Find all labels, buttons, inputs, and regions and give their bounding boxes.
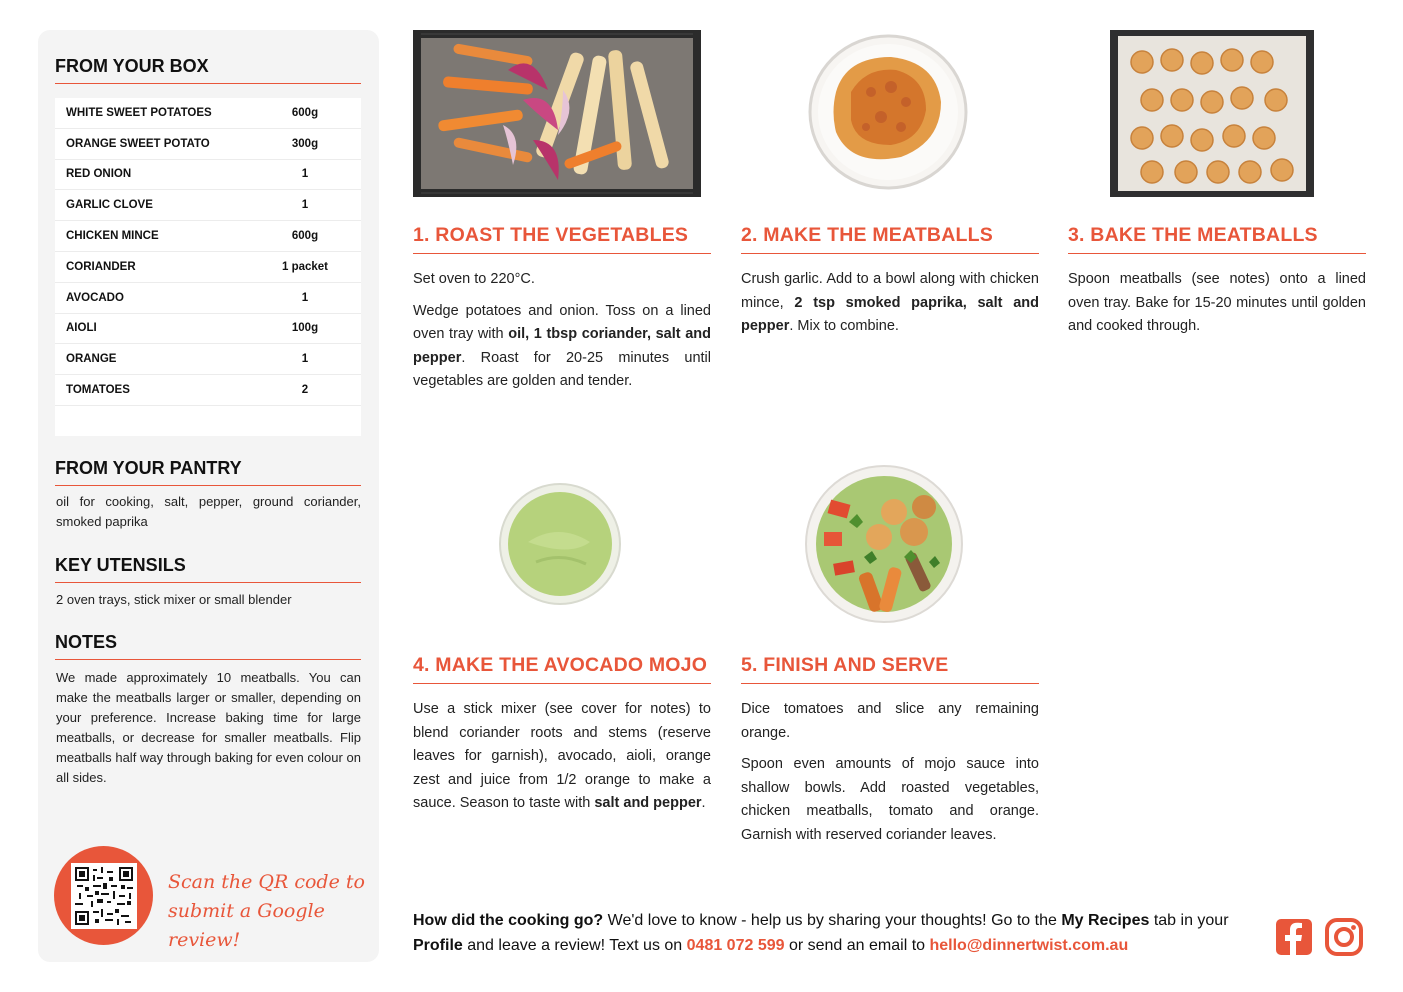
finished-bowl-photo	[804, 462, 964, 630]
step-text-bold: oil, 1 tbsp coriander, salt and pepper	[413, 326, 711, 366]
ingredient-row	[55, 129, 361, 160]
step-text-bold: salt and pepper	[594, 795, 702, 811]
from-your-pantry-title: FROM YOUR PANTRY	[55, 458, 361, 486]
from-your-box-title: FROM YOUR BOX	[55, 56, 361, 84]
step-5	[741, 654, 1039, 855]
notes-title: NOTES	[55, 632, 361, 660]
ingredient-name: ORANGE SWEET POTATO	[66, 137, 210, 150]
ingredient-row	[55, 344, 361, 375]
footer-text: or send an email to	[784, 937, 930, 954]
roast-vegetables-photo	[413, 30, 701, 201]
qr-caption-line: submit a Google review!	[168, 900, 325, 951]
ingredients-panel	[38, 30, 379, 962]
qr-caption	[168, 868, 368, 955]
qr-code-icon[interactable]	[71, 863, 137, 929]
ingredient-row	[55, 283, 361, 314]
step-title: 3. BAKE THE MEATBALLS	[1068, 224, 1366, 254]
ingredient-qty: 1	[301, 291, 309, 304]
ingredient-name: CHICKEN MINCE	[66, 230, 159, 243]
ingredient-qty: 300g	[291, 137, 319, 150]
footer-text: tab in your	[1149, 912, 1229, 929]
step-text: Use a stick mixer (see cover for notes) to blend coriander roots and stems (reserve leaves for garnish), avocado, aioli, orange zest and juice from 1/2 orange to make a sauce. Season to taste with	[413, 701, 711, 811]
step-3	[1068, 224, 1366, 347]
step-paragraph	[413, 698, 711, 816]
ingredient-qty: 600g	[291, 230, 319, 243]
ingredient-name: TOMATOES	[66, 384, 130, 397]
step-text: . Roast for 20-25 minutes until vegetables are golden and tender.	[413, 349, 711, 389]
step-title: 2. MAKE THE MEATBALLS	[741, 224, 1039, 254]
ingredient-qty: 1	[301, 168, 309, 181]
ingredient-row	[55, 160, 361, 191]
step-paragraph: Set oven to 220°C.	[413, 271, 535, 287]
ingredient-row	[55, 375, 361, 406]
ingredient-name: ORANGE	[66, 353, 117, 366]
step-paragraph	[413, 300, 711, 394]
ingredient-name: RED ONION	[66, 168, 132, 181]
step-body	[741, 698, 1039, 847]
step-paragraph: Spoon even amounts of mojo sauce into shallow bowls. Add roasted vegetables, chicken meatballs, tomato and orange. Garnish with reserved coriander leaves.	[741, 756, 1039, 843]
phone-link[interactable]: 0481 072 599	[686, 937, 785, 954]
step-title: 4. MAKE THE AVOCADO MOJO	[413, 654, 711, 684]
ingredient-name: CORIANDER	[66, 260, 136, 273]
ingredient-row	[55, 190, 361, 221]
ingredient-qty: 1 packet	[281, 260, 329, 273]
step-text-bold: 2 tsp smoked paprika, salt and pepper	[741, 294, 1039, 334]
footer-question: How did the cooking go?	[413, 912, 604, 929]
qr-badge	[54, 846, 153, 945]
step-text: Crush garlic. Add to a bowl along with chicken mince,	[741, 271, 1039, 311]
my-recipes-link[interactable]: My Recipes	[1061, 912, 1150, 929]
avocado-mojo-photo	[498, 482, 622, 610]
step-paragraph: Dice tomatoes and slice any remaining orange.	[741, 701, 1039, 741]
step-text: . Mix to combine.	[789, 318, 899, 334]
utensils-text: 2 oven trays, stick mixer or small blender	[56, 592, 292, 607]
step-body	[1068, 268, 1366, 339]
step-body	[413, 698, 711, 816]
ingredient-qty: 1	[301, 353, 309, 366]
review-footer	[413, 908, 1263, 958]
step-text: .	[701, 795, 706, 811]
step-title: 1. ROAST THE VEGETABLES	[413, 224, 711, 254]
ingredient-row	[55, 221, 361, 252]
step-4	[413, 654, 711, 824]
baked-meatballs-photo	[1110, 30, 1314, 201]
meatball-mixture-photo	[806, 32, 970, 196]
notes-text: We made approximately 10 meatballs. You can make the meatballs larger or smaller, depending on your preference. Increase baking time for large meatballs, or decrease for smaller meatballs. Flip meatballs half way through baking for even colour on all sides.	[56, 670, 361, 785]
ingredient-name: AIOLI	[66, 322, 97, 335]
ingredient-row	[55, 252, 361, 283]
step-text: Wedge potatoes and onion. Toss on a lined oven tray with	[413, 302, 711, 342]
ingredients-table	[55, 98, 361, 436]
ingredient-qty: 600g	[291, 106, 319, 119]
qr-caption-line: Scan the QR code to	[168, 871, 365, 893]
ingredient-row	[55, 98, 361, 129]
step-paragraph	[741, 268, 1039, 339]
step-paragraph: Spoon meatballs (see notes) onto a lined oven tray. Bake for 15-20 minutes until golden and cooked through.	[1068, 271, 1366, 334]
footer-text: We'd love to know - help us by sharing your thoughts! Go to the	[603, 912, 1062, 929]
ingredient-row	[55, 314, 361, 345]
instagram-icon[interactable]	[1325, 918, 1363, 956]
profile-link[interactable]: Profile	[413, 937, 463, 954]
footer-text: and leave a review! Text us on	[462, 937, 687, 954]
step-2	[741, 224, 1039, 347]
ingredient-qty: 1	[301, 199, 309, 212]
step-title: 5. FINISH AND SERVE	[741, 654, 1039, 684]
ingredient-name: WHITE SWEET POTATOES	[66, 106, 212, 119]
step-body	[741, 268, 1039, 339]
facebook-icon[interactable]	[1275, 918, 1313, 956]
email-link[interactable]: hello@dinnertwist.com.au	[929, 937, 1129, 954]
step-body	[413, 268, 711, 394]
ingredient-name: GARLIC CLOVE	[66, 199, 153, 212]
ingredient-name: AVOCADO	[66, 291, 124, 304]
ingredient-qty: 100g	[291, 322, 319, 335]
pantry-text: oil for cooking, salt, pepper, ground coriander, smoked paprika	[56, 494, 361, 529]
step-1	[413, 224, 711, 402]
ingredient-qty: 2	[301, 384, 309, 397]
key-utensils-title: KEY UTENSILS	[55, 555, 361, 583]
